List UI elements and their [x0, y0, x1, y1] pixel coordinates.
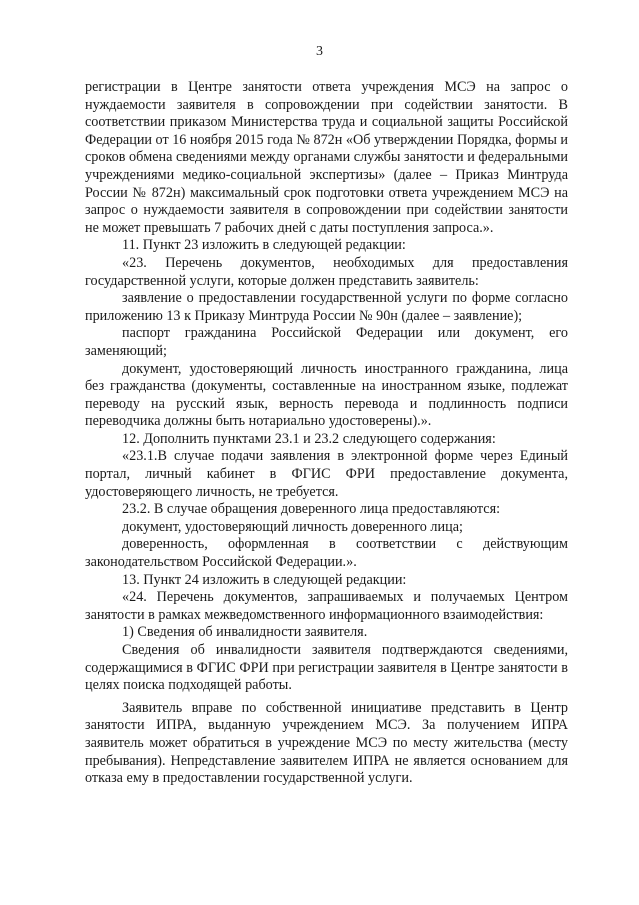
paragraph-ipra: Заявитель вправе по собственной инициативе представить в Центр занятости ИПРА, выданную учреждением МСЭ. За получением ИПРА заявитель может обратиться в учреждение МСЭ по месту жительства (месту пребывания). Непредставление заявителем ИПРА не является основанием для отказа ему в предоставлении государственной услуги.	[85, 699, 568, 787]
paragraph-23-1: «23.1.В случае подачи заявления в электронной форме через Единый портал, личный кабинет в ФГИС ФРИ предоставление документа, удостоверяющего личность, не требуется.	[85, 448, 568, 500]
paragraph-application: заявление о предоставлении государственной услуги по форме согласно приложению 13 к Приказу Минтруда России № 90н (далее – заявление);	[85, 290, 568, 324]
paragraph-disability-confirmation: Сведения об инвалидности заявителя подтверждаются сведениями, содержащимися в ФГИС ФРИ при регистрации заявителя в Центре занятости в целях поиска подходящей работы.	[85, 642, 568, 694]
paragraph-disability-info: 1) Сведения об инвалидности заявителя.	[122, 624, 368, 641]
paragraph-23-2: 23.2. В случае обращения доверенного лица предоставляются:	[122, 501, 501, 518]
paragraph-proxy-id: документ, удостоверяющий личность доверенного лица;	[122, 518, 463, 535]
paragraph-foreign-id: документ, удостоверяющий личность иностранного гражданина, лица без гражданства (документы, составленные на иностранном языке, подлежат переводу на русский язык, верность перевода и подлинность подписи переводчика должны быть нотариально удостоверены).».	[85, 360, 568, 430]
paragraph-item-11: 11. Пункт 23 изложить в следующей редакции:	[122, 237, 406, 254]
paragraph-item-12: 12. Дополнить пунктами 23.1 и 23.2 следующего содержания:	[122, 430, 496, 447]
page-number: 3	[316, 44, 323, 59]
paragraph-power-of-attorney: доверенность, оформленная в соответствии с действующим законодательством Российской Федерации.».	[85, 536, 568, 571]
paragraph-24-heading: «24. Перечень документов, запрашиваемых и получаемых Центром занятости в рамках межведомственного информационного взаимодействия:	[85, 589, 568, 623]
document-body	[85, 79, 568, 788]
paragraph-23-heading: «23. Перечень документов, необходимых для предоставления государственной услуги, которые должен представить заявитель:	[85, 254, 568, 289]
paragraph-passport: паспорт гражданина Российской Федерации или документ, его заменяющий;	[85, 325, 568, 359]
paragraph-continuation: регистрации в Центре занятости ответа учреждения МСЭ на запрос о нуждаемости заявителя в сопровождении при содействии занятости. В соответствии приказом Министерства труда и социальной защиты Российской Федерации от 16 ноября 2015 года № 872н «Об утверждении Порядка, формы и сроков обмена сведениями между органами службы занятости и федеральными учреждениями медико-социальной экспертизы» (далее – Приказ Минтруда России № 872н) максимальный срок подготовки ответа учреждением МСЭ на запрос о нуждаемости заявителя в сопровождении при содействии занятости не может превышать 7 рабочих дней с даты поступления запроса.».	[85, 79, 569, 236]
paragraph-item-13: 13. Пункт 24 изложить в следующей редакции:	[122, 571, 407, 588]
